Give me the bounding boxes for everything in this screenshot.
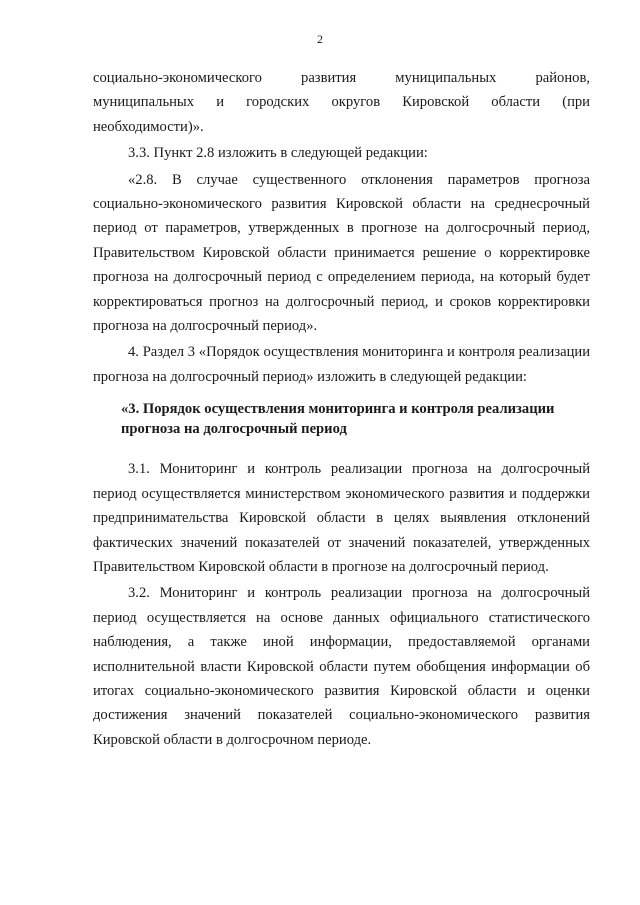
paragraph-continuation-line-2: муниципальных и городских округов Кировской области (при (93, 94, 590, 111)
document-body (93, 66, 590, 752)
paragraph-3-3: 3.3. Пункт 2.8 изложить в следующей редакции: (128, 145, 428, 162)
section-heading-line-2: прогноза на долгосрочный период (121, 421, 347, 438)
paragraph-3-2: 3.2. Мониторинг и контроль реализации прогноза на долгосрочный период осуществляется на основе данных официального статистического наблюдения, а также иной информации, предоставляемой органами исполнительной власти Кировской области путем обобщения информации об итогах социально-экономического развития Кировской области и оценки достижения значений показателей социально-экономического развития Кировской области в долгосрочном периоде. (93, 585, 590, 748)
paragraph-3-1: 3.1. Мониторинг и контроль реализации прогноза на долгосрочный период осуществляется министерством экономического развития и поддержки предпринимательства Кировской области в целях выявления отклонений фактических значений показателей от значений показателей, утвержденных Правительством Кировской области в прогнозе на долгосрочный период. (93, 461, 590, 575)
paragraph-continuation-line-3: необходимости)». (93, 118, 204, 135)
section-heading (93, 399, 590, 439)
page-number: 2 (317, 32, 323, 46)
paragraph-2-8: «2.8. В случае существенного отклонения параметров прогноза социально-экономического развития Кировской области на среднесрочный период от параметров, утвержденных в прогнозе на долгосрочный период, Правительством Кировской области принимается решение о корректировке прогноза на долгосрочный период с определением периода, на который будет корректироваться прогноз на долгосрочный период, и сроков корректировки прогноза на долгосрочный период». (93, 171, 590, 335)
section-heading-line-1: «3. Порядок осуществления мониторинга и контроля реализации (121, 401, 555, 418)
paragraph-4: 4. Раздел 3 «Порядок осуществления мониторинга и контроля реализации прогноза на долгосрочный период» изложить в следующей редакции: (93, 344, 590, 385)
paragraph-continuation-line-1: социально-экономического развития муниципальных районов, (93, 70, 590, 86)
